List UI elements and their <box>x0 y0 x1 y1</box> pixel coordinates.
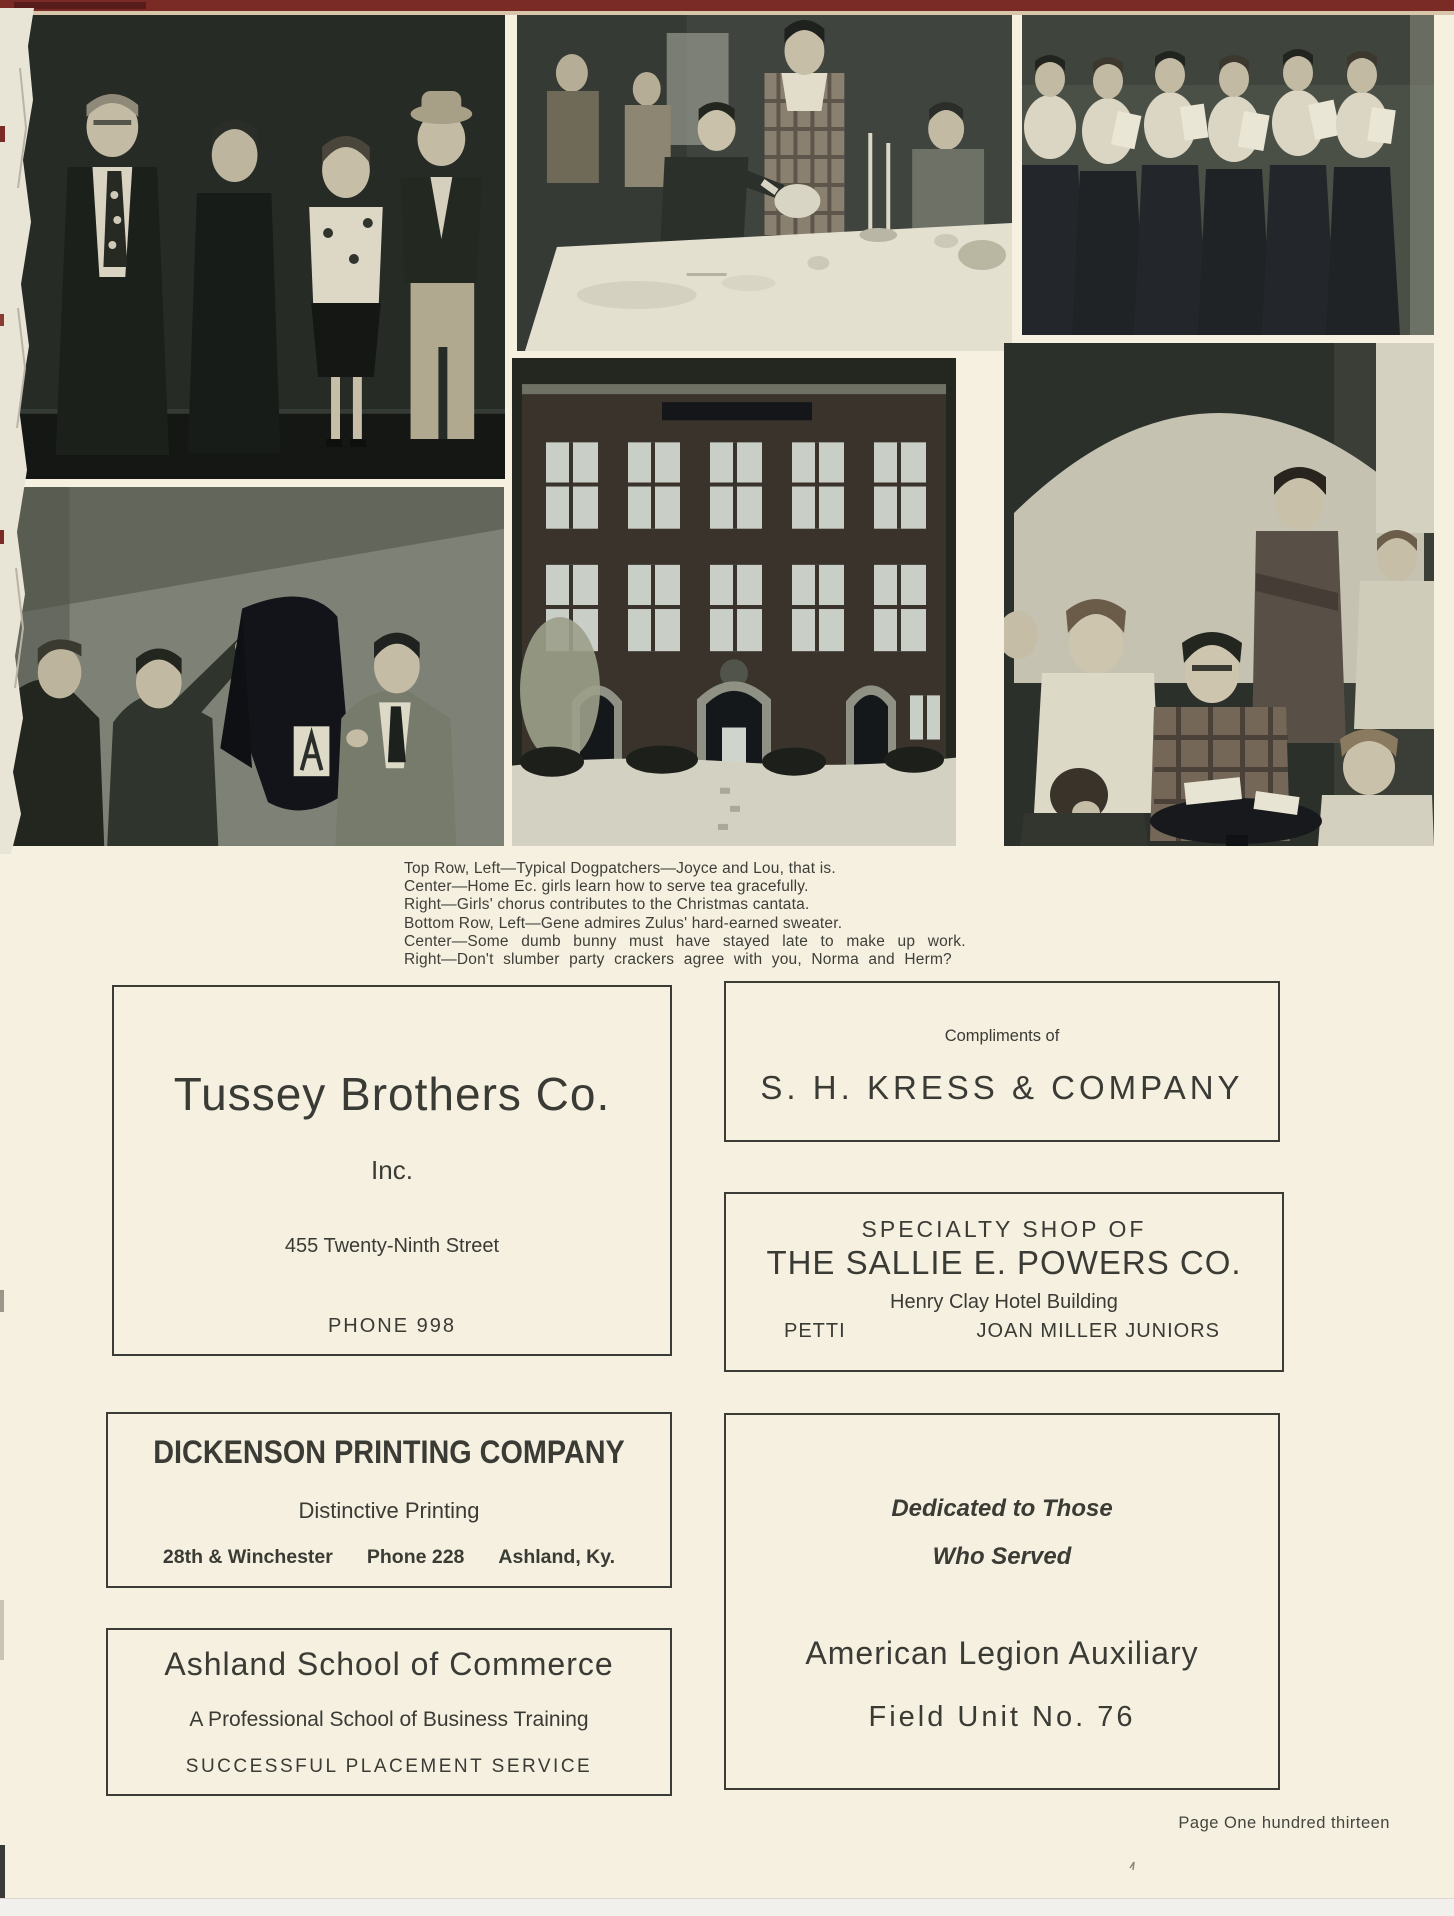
address-phone: Phone 228 <box>366 1546 465 1568</box>
company-suffix: Inc. <box>371 1155 413 1185</box>
photo-captions <box>404 860 1004 969</box>
ad-sh-kress <box>724 981 1280 1142</box>
photo-school-building-snow <box>512 358 956 846</box>
advertiser-name: Ashland School of Commerce <box>164 1646 614 1682</box>
phone-number: PHONE 998 <box>327 1315 457 1337</box>
page-number-label: Page One hundred thirteen <box>1178 1814 1390 1832</box>
advertiser-name: THE SALLIE E. POWERS CO. <box>766 1244 1242 1281</box>
ad-dickenson-printing <box>106 1412 672 1588</box>
edge-mark <box>0 1290 4 1312</box>
advertiser-name: S. H. KRESS & COMPANY <box>760 1069 1244 1106</box>
tagline: A Professional School of Business Training <box>189 1708 589 1731</box>
service-line: SUCCESSFUL PLACEMENT SERVICE <box>185 1756 593 1777</box>
dedication-line: Who Served <box>932 1543 1072 1570</box>
building-address: Henry Clay Hotel Building <box>890 1291 1118 1313</box>
compliments-line: Compliments of <box>944 1027 1060 1045</box>
brand-petti: PETTI <box>784 1320 846 1342</box>
tagline: Distinctive Printing <box>298 1498 480 1523</box>
advertiser-name: Tussey Brothers Co. <box>173 1068 611 1120</box>
address-street: 28th & Winchester <box>162 1546 333 1568</box>
caption-line: Center—Some dumb bunny must have stayed late to make up work. <box>404 932 966 950</box>
caption-line: Top Row, Left—Typical Dogpatchers—Joyce and Lou, that is. <box>404 860 836 877</box>
street-address: 455 Twenty-Ninth Street <box>284 1235 500 1257</box>
brand-joan-miller: JOAN MILLER JUNIORS <box>976 1320 1220 1342</box>
ad-tussey-brothers <box>112 985 672 1356</box>
shop-tagline: SPECIALTY SHOP OF <box>861 1216 1147 1242</box>
caption-line: Right—Girls' chorus contributes to the Christmas cantata. <box>404 896 810 914</box>
caption-line: Right—Don't slumber party crackers agree with you, Norma and Herm? <box>404 951 952 969</box>
ad-sallie-powers <box>724 1192 1284 1372</box>
scan-bottom-edge <box>0 1898 1454 1916</box>
dedication-line: Dedicated to Those <box>891 1495 1113 1522</box>
stray-pencil-mark <box>1126 1858 1142 1874</box>
book-top-edge <box>0 0 1454 11</box>
ad-ashland-school <box>106 1628 672 1796</box>
address-city: Ashland, Ky. <box>498 1546 616 1568</box>
edge-mark <box>0 1845 5 1901</box>
ad-american-legion <box>724 1413 1280 1790</box>
address-line <box>108 1546 670 1569</box>
photo-slumber-party <box>1004 343 1434 846</box>
photo-girls-chorus <box>1022 15 1434 335</box>
caption-line: Bottom Row, Left—Gene admires Zulus' hard-earned sweater. <box>404 914 843 932</box>
torn-paper-edge <box>0 8 36 854</box>
photo-dogpatchers-couples <box>8 15 505 479</box>
advertiser-name: American Legion Auxiliary <box>805 1635 1199 1671</box>
advertiser-name: DICKENSON PRINTING COMPANY <box>153 1434 625 1470</box>
unit-line: Field Unit No. 76 <box>868 1701 1136 1733</box>
edge-mark <box>0 1600 4 1660</box>
photo-gene-sweater <box>8 487 504 846</box>
photo-home-ec-tea <box>517 15 1012 351</box>
caption-line: Center—Home Ec. girls learn how to serve tea gracefully. <box>404 878 809 896</box>
